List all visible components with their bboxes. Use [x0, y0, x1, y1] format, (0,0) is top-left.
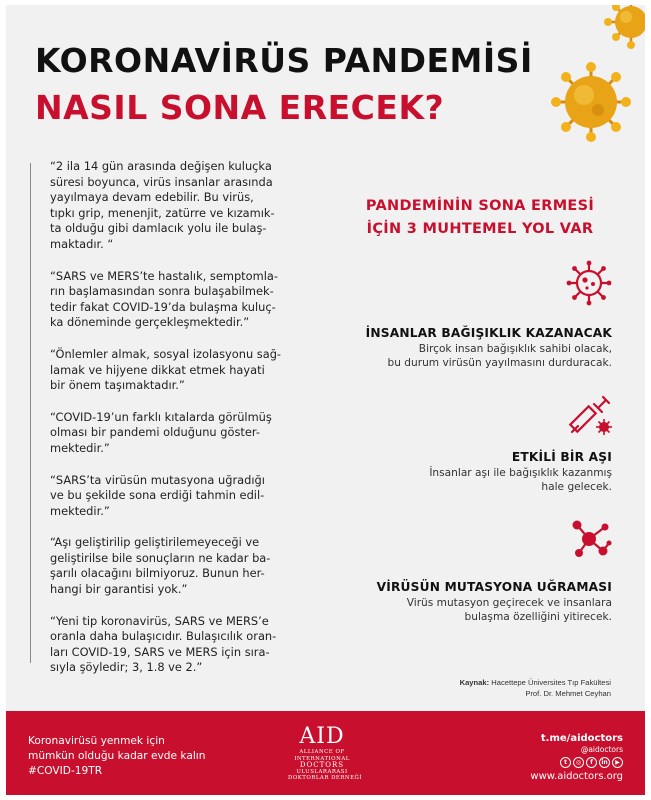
quote-line: “Önlemler almak, sosyal izolasyonu sağ-	[50, 346, 282, 361]
logo-text: DOKTORLAR DERNEĞİ	[288, 775, 362, 781]
quote-line: rın başlamasından sonra bulaşabilmek-	[50, 284, 274, 299]
way-desc-line: hale gelecek.	[541, 481, 612, 493]
poster	[6, 5, 645, 795]
divider-line	[30, 163, 31, 663]
quote-line: “COVID-19’un farklı kıtalarda görülmüş	[50, 409, 272, 424]
quote-line: lamak ve hijyene dikkat etmek hayati	[50, 362, 265, 377]
way-immunity-title: İNSANLAR BAĞIŞIKLIK KAZANACAK	[365, 326, 612, 340]
website-link[interactable]: www.aidoctors.org	[530, 771, 623, 782]
quote-line: “Aşı geliştirilip geliştirilemeyeceği ve	[50, 535, 260, 550]
way-desc-line: İnsanlar aşı ile bağışıklık kazanmış	[429, 467, 612, 479]
footer-message	[28, 734, 205, 779]
way-desc-line: bu durum virüsün yayılmasını durduracak.	[387, 357, 612, 369]
quote-line: sıyla şöyledir; 3, 1.8 ve 2.”	[50, 660, 203, 675]
quote-line: şarılı olacağını bilmiyoruz. Bunun her-	[50, 566, 265, 581]
source-credit	[460, 677, 611, 699]
mutation-molecule-icon	[569, 517, 613, 561]
quote-line: tıpkı grip, menenjit, zatürre ve kızamık-	[50, 205, 275, 220]
quote-measures	[50, 347, 320, 394]
way-vaccine	[429, 450, 612, 494]
coronavirus-illustration	[536, 5, 645, 147]
twitter-icon[interactable]: t	[560, 757, 571, 768]
linkedin-icon[interactable]: in	[599, 757, 610, 768]
way-mutation	[377, 580, 612, 624]
quote-vaccine	[50, 535, 320, 597]
quote-line: bir önem taşımaktadır.”	[50, 378, 185, 393]
quote-line: “SARS ve MERS’te hastalık, semptomla-	[50, 268, 278, 283]
way-mutation-title: VİRÜSÜN MUTASYONA UĞRAMASI	[376, 580, 612, 594]
quote-line: mektedir.”	[50, 440, 110, 455]
way-desc-line: Birçok insan bağışıklık sahibi olacak,	[418, 343, 612, 355]
quote-line: ta olduğu gibi damlacık yolu ile bulaş-	[50, 221, 267, 236]
footer-message-line1: Koronavirüsü yenmek için	[28, 735, 165, 747]
quote-line: maktadır. “	[50, 236, 114, 251]
social-icons	[530, 757, 623, 768]
way-mutation-desc	[377, 596, 612, 624]
quote-contagiousness	[50, 614, 320, 676]
quote-sars-mers	[50, 269, 320, 331]
social-handle: @aidoctors	[580, 745, 623, 754]
way-immunity	[366, 326, 612, 370]
footer-hashtag: #COVID-19TR	[28, 765, 103, 777]
quote-incubation	[50, 159, 320, 253]
way-vaccine-title: ETKİLİ BİR AŞI	[511, 450, 612, 464]
footer-contacts	[530, 733, 623, 782]
logo-text: ULUSLARARASI	[296, 768, 348, 775]
way-desc-line: bulaşma özelliğini yitirecek.	[464, 611, 612, 623]
footer-bar	[6, 711, 645, 795]
coronavirus-large	[551, 62, 631, 142]
quote-line: “SARS’ta virüsün mutasyona uğradığı	[50, 472, 265, 487]
source-text: Hacettepe Üniversites Tıp Fakültesi	[491, 678, 611, 687]
quotes-list	[50, 159, 320, 692]
source-author: Prof. Dr. Mehmet Ceyhan	[525, 689, 611, 698]
quote-line: ve bu şekilde sona erdiği tahmin edil-	[50, 488, 265, 503]
virus-icon	[566, 260, 612, 306]
quote-line: tedir fakat COVID-19’da bulaşma kuluç-	[50, 299, 276, 314]
logo-text: INTERNATIONAL	[294, 755, 350, 762]
quote-line: “Yeni tip koronavirüs, SARS ve MERS’e	[50, 613, 269, 628]
footer-message-line2: mümkün olduğu kadar evde kalın	[28, 750, 206, 762]
ways-heading-line2: İÇİN 3 MUHTEMEL YOL VAR	[366, 221, 594, 237]
aid-logo	[288, 724, 362, 782]
logo-text: DOCTORS	[299, 761, 345, 769]
way-desc-line: Virüs mutasyon geçirecek ve insanlara	[406, 597, 612, 609]
quote-line: hangi bir garantisi yok.”	[50, 582, 188, 597]
logo-mark: AID	[299, 724, 345, 749]
quote-pandemic	[50, 410, 320, 457]
quote-line: geliştirilse bile sonuçların ne kadar ba-	[50, 550, 271, 565]
quote-line: süresi boyunca, virüs insanlar arasında	[50, 174, 273, 189]
quote-mutation	[50, 473, 320, 520]
quote-line: ka döneminde gerçekleşmektedir.”	[50, 315, 250, 330]
way-immunity-desc	[366, 342, 612, 370]
quote-line: mektedir.”	[50, 503, 110, 518]
quote-line: yayılmaya devam edebilir. Bu virüs,	[50, 190, 254, 205]
quote-line: oranla daha bulaşıcıdır. Bulaşıcılık oran-	[50, 629, 277, 644]
facebook-icon[interactable]: f	[586, 757, 597, 768]
youtube-icon[interactable]: ▶	[612, 757, 623, 768]
quote-line: ları COVID-19, SARS ve MERS için sıra-	[50, 644, 270, 659]
coronavirus-small	[604, 5, 645, 49]
source-label: Kaynak:	[459, 678, 490, 687]
telegram-channel-link[interactable]: t.me/aidoctors	[540, 733, 623, 744]
instagram-icon[interactable]: ◎	[573, 757, 584, 768]
page-title-line1: KORONAVİRÜS PANDEMİSİ	[35, 41, 533, 80]
ways-heading	[345, 195, 615, 241]
logo-text: ALLIANCE OF	[299, 749, 345, 755]
vaccine-syringe-icon	[566, 390, 614, 438]
ways-heading-line1: PANDEMİNİN SONA ERMESİ	[365, 198, 595, 214]
page-title-line2: NASIL SONA ERECEK?	[35, 88, 445, 127]
quote-line: olması bir pandemi olduğunu göster-	[50, 425, 260, 440]
way-vaccine-desc	[429, 466, 612, 494]
quote-line: “2 ila 14 gün arasında değişen kuluçka	[50, 159, 272, 173]
